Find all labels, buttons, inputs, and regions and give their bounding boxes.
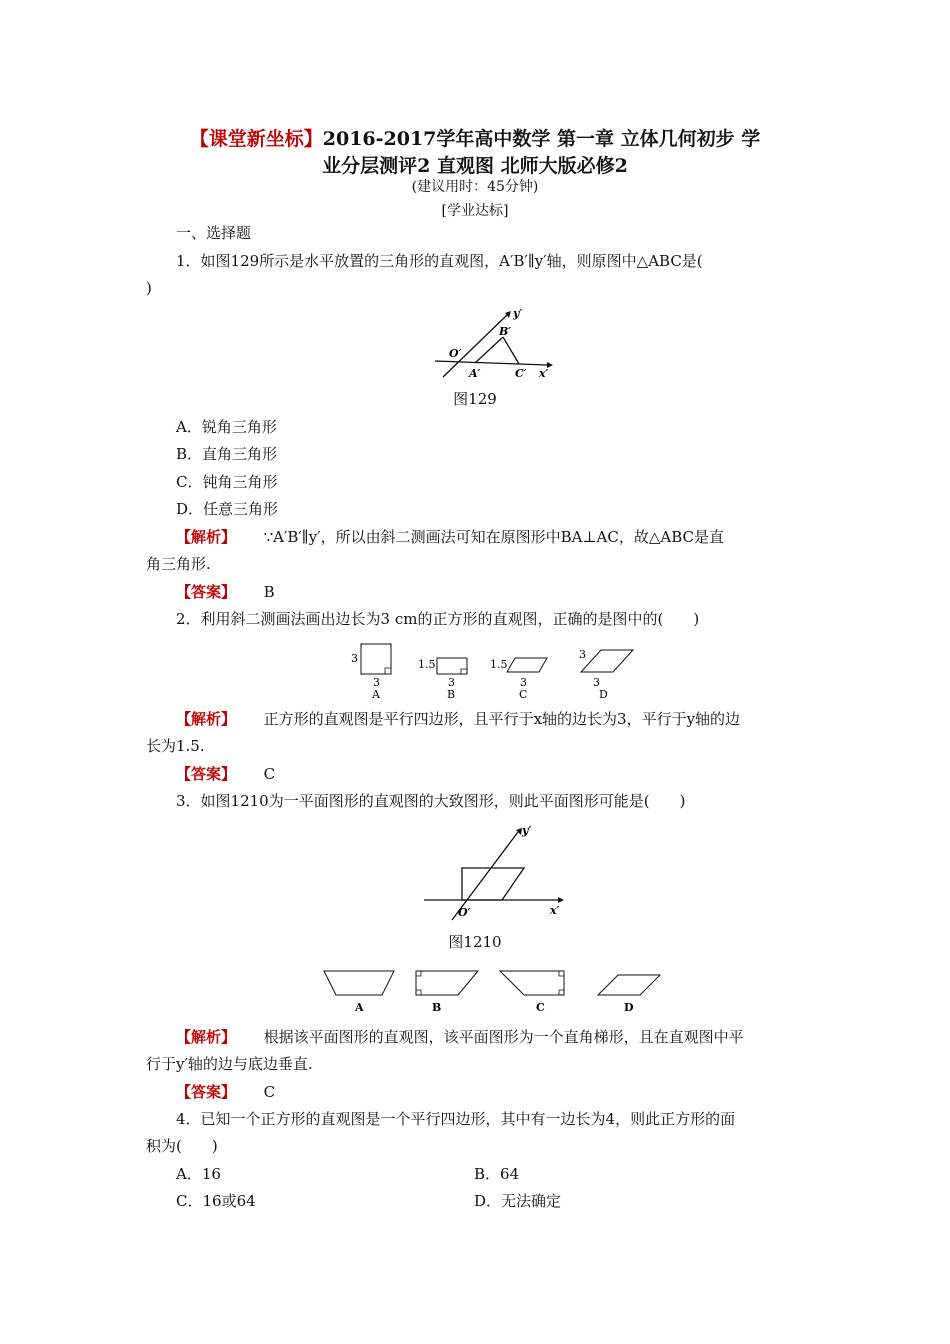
q1-analysis bbox=[176, 526, 724, 548]
q2-figure bbox=[345, 638, 645, 704]
q1-option-b: B．直角三角形 bbox=[176, 445, 278, 463]
q2-analysis-text: 正方形的直观图是平行四边形，且平行于x轴的边长为3，平行于y轴的边 bbox=[263, 710, 741, 728]
q3-choice-d-label: D bbox=[624, 1001, 634, 1014]
q1-answer-value: B bbox=[263, 583, 275, 601]
q3-choice-d-shape bbox=[598, 975, 660, 995]
q2-a-label: A bbox=[372, 688, 380, 701]
q3-right-angle-top-icon bbox=[416, 971, 421, 976]
q1-caption: 图129 bbox=[453, 390, 497, 408]
document-title bbox=[140, 126, 810, 180]
q1-option-c: C．钝角三角形 bbox=[176, 473, 278, 491]
q1-side-bc bbox=[503, 337, 519, 364]
q1-analysis-end: 角三角形. bbox=[146, 555, 211, 573]
q2-shape-c bbox=[507, 658, 547, 672]
q1-label-b: B′ bbox=[499, 325, 512, 338]
q1-stem-end: ) bbox=[146, 279, 152, 297]
q1-side-ab bbox=[475, 337, 503, 363]
q2-shape-d bbox=[581, 650, 633, 672]
q2-a-side: 3 bbox=[351, 652, 358, 665]
q3-answer-value: C bbox=[263, 1083, 276, 1101]
q2-right-angle-icon bbox=[385, 668, 391, 674]
q3-right-angle-bottom-icon bbox=[416, 990, 421, 995]
q2-d-label: D bbox=[599, 688, 608, 701]
q4-stem: 4．已知一个正方形的直观图是一个平行四边形，其中有一边长为4，则此正方形的面 bbox=[176, 1110, 736, 1128]
q1-stem: 1．如图129所示是水平放置的三角形的直观图，A′B′∥y′轴，则原图中△ABC是( bbox=[176, 252, 703, 270]
q2-c-label: C bbox=[519, 688, 528, 701]
q3-label-y: y′ bbox=[522, 824, 532, 837]
q1-label-c: C′ bbox=[515, 367, 527, 380]
q3-label-o: O′ bbox=[458, 906, 471, 919]
q3-answer bbox=[176, 1081, 275, 1103]
q1-label-a: A′ bbox=[469, 367, 481, 380]
suggested-time: (建议用时：45分钟) bbox=[411, 179, 539, 195]
q3-x-arrow-icon bbox=[558, 897, 564, 903]
q4-stem-end: 积为( ) bbox=[146, 1137, 218, 1155]
q4-option-c: C．16或64 bbox=[176, 1192, 256, 1210]
q2-shape-a bbox=[361, 644, 391, 674]
q3-choice-c-label: C bbox=[536, 1001, 545, 1014]
q3-answer-tag: 【答案】 bbox=[176, 1083, 237, 1101]
q3-label-x: x′ bbox=[550, 904, 560, 917]
title-tag: 【课堂新坐标】 bbox=[189, 128, 323, 150]
q2-analysis-tag: 【解析】 bbox=[176, 710, 237, 728]
q4-option-d: D．无法确定 bbox=[474, 1192, 562, 1210]
q1-x-axis bbox=[435, 361, 547, 365]
q1-label-o: O′ bbox=[449, 347, 462, 360]
q2-right-angle-b-icon bbox=[461, 669, 467, 674]
q1-label-x: x′ bbox=[539, 367, 549, 380]
q2-stem: 2．利用斜二测画法画出边长为3 cm的正方形的直观图，正确的是图中的( ) bbox=[176, 610, 700, 628]
q3-choice-c-shape bbox=[500, 971, 564, 995]
title-line1: 2016-2017学年高中数学 第一章 立体几何初步 学 bbox=[322, 128, 761, 150]
q2-d-side: 3 bbox=[579, 648, 586, 661]
q4-option-b: B．64 bbox=[474, 1165, 520, 1183]
q3-stem: 3．如图1210为一平面图形的直观图的大致图形，则此平面图形可能是( ) bbox=[176, 792, 686, 810]
q3-choice-a-shape bbox=[324, 971, 394, 995]
q1-label-y: y′ bbox=[513, 307, 523, 320]
part-heading: 一、选择题 bbox=[176, 224, 252, 242]
q2-answer-tag: 【答案】 bbox=[176, 765, 237, 783]
q1-option-d: D．任意三角形 bbox=[176, 500, 279, 518]
q2-d-bottom: 3 bbox=[593, 676, 600, 689]
section-heading: [学业达标] bbox=[441, 203, 509, 219]
q2-answer-value: C bbox=[263, 765, 276, 783]
q3-analysis-tag: 【解析】 bbox=[176, 1028, 237, 1046]
q1-answer bbox=[176, 581, 275, 603]
q3-choice-b-shape bbox=[416, 971, 478, 995]
q2-analysis-end: 长为1.5. bbox=[146, 737, 205, 755]
q4-option-a: A．16 bbox=[176, 1165, 221, 1183]
title-line2: 业分层测评2 直观图 北师大版必修2 bbox=[322, 155, 628, 177]
q1-option-a: A．锐角三角形 bbox=[176, 418, 277, 436]
q1-analysis-text: ∵A′B′∥y′，所以由斜二测画法可知在原图形中BA⊥AC，故△ABC是直 bbox=[263, 528, 725, 546]
q3-right-angle-c-bottom-icon bbox=[559, 990, 564, 995]
q2-a-bottom: 3 bbox=[373, 676, 380, 689]
q3-analysis bbox=[176, 1026, 744, 1048]
q2-answer bbox=[176, 763, 275, 785]
q3-figure bbox=[418, 818, 568, 923]
q3-right-angle-c-top-icon bbox=[559, 971, 564, 976]
q2-analysis bbox=[176, 708, 740, 730]
q3-analysis-end: 行于y′轴的边与底边垂直. bbox=[146, 1055, 313, 1073]
q1-answer-tag: 【答案】 bbox=[176, 583, 237, 601]
q2-b-label: B bbox=[447, 688, 456, 701]
q2-shape-b bbox=[437, 658, 467, 674]
q2-b-side: 1.5 bbox=[418, 658, 436, 671]
q2-c-side: 1.5 bbox=[490, 658, 508, 671]
q3-choice-b-label: B bbox=[432, 1001, 442, 1014]
q1-figure bbox=[425, 305, 560, 385]
q3-choices-figure bbox=[318, 963, 678, 1019]
q2-b-bottom: 3 bbox=[448, 676, 455, 689]
q1-analysis-tag: 【解析】 bbox=[176, 528, 237, 546]
q3-choice-a-label: A bbox=[355, 1001, 364, 1014]
q2-c-bottom: 3 bbox=[520, 676, 527, 689]
q3-analysis-text: 根据该平面图形的直观图，该平面图形为一个直角梯形，且在直观图中平 bbox=[263, 1028, 744, 1046]
q3-caption: 图1210 bbox=[448, 933, 502, 951]
